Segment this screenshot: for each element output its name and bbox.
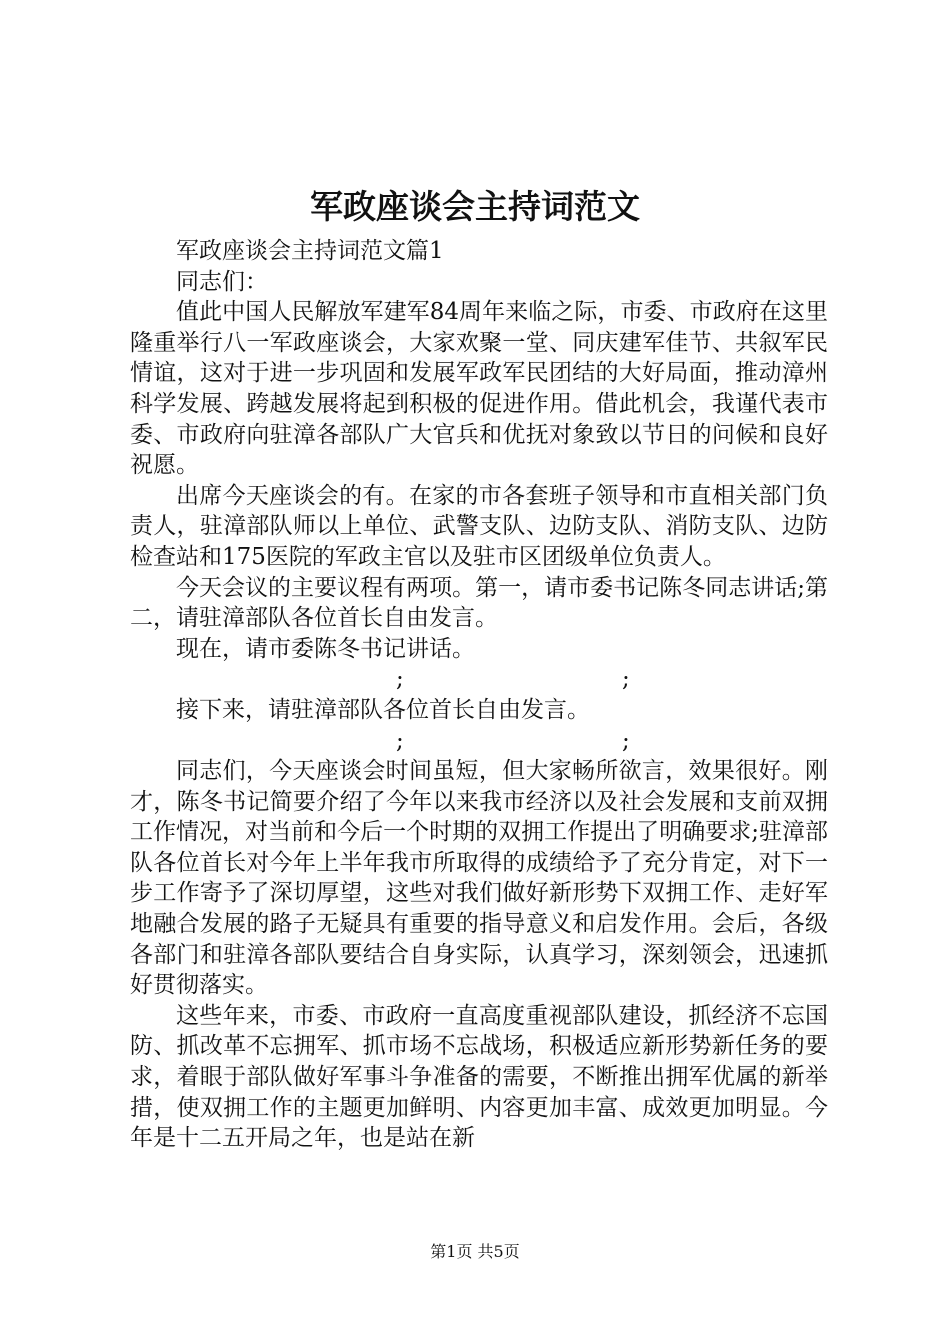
- paragraph-7: 这些年来，市委、市政府一直高度重视部队建设，抓经济不忘国防、抓改革不忘拥军、抓市场不忘战场，积极适应新形势新任务的要求，着眼于部队做好军事斗争准备的需要，不断推出拥军优属的新举措，使双拥工作的主题更加鲜明、内容更加丰富、成效更加明显。今年是十二五开局之年，也是站在新: [130, 1002, 828, 1152]
- paragraph-6: 同志们，今天座谈会时间虽短，但大家畅所欲言，效果很好。刚才，陈冬书记简要介绍了今年以来我市经济以及社会发展和支前双拥工作情况，对当前和今后一个时期的双拥工作提出了明确要求;驻漳部队各位首长对今年上半年我市所取得的成绩给予了充分肯定，对下一步工作寄予了深切厚望，这些对我们做好新形势下双拥工作、走好军地融合发展的路子无疑具有重要的指导意义和启发作用。会后，各级各部门和驻漳各部队要结合自身实际，认真学习，深刻领会，迅速抓好贯彻落实。: [130, 758, 828, 999]
- separator-mark: ;: [396, 727, 404, 754]
- paragraph-2: 出席今天座谈会的有。在家的市各套班子领导和市直相关部门负责人，驻漳部队师以上单位、武警支队、边防支队、消防支队、边防检查站和175医院的军政主官以及驻市区团级单位负责人。: [130, 482, 828, 570]
- section-heading: 军政座谈会主持词范文篇1: [176, 238, 444, 264]
- document-title: 军政座谈会主持词范文: [310, 187, 640, 226]
- separator-mark: ;: [396, 666, 404, 693]
- separator-line-1: [130, 664, 828, 695]
- separator-mark: ;: [622, 727, 630, 754]
- greeting: 同志们：: [176, 268, 268, 295]
- separator-mark: ;: [622, 666, 630, 693]
- paragraph-4: 现在，请市委陈冬书记讲话。: [176, 635, 475, 662]
- page-footer: 第1页 共5页: [430, 1242, 520, 1261]
- paragraph-1: 值此中国人民解放军建军84周年来临之际，市委、市政府在这里隆重举行八一军政座谈会，大家欢聚一堂、同庆建军佳节、共叙军民情谊，这对于进一步巩固和发展军政军民团结的大好局面，推动漳州科学发展、跨越发展将起到积极的促进作用。借此机会，我谨代表市委、市政府向驻漳各部队广大官兵和优抚对象致以节日的问候和良好祝愿。: [130, 299, 828, 479]
- paragraph-3: 今天会议的主要议程有两项。第一，请市委书记陈冬同志讲话;第二，请驻漳部队各位首长自由发言。: [130, 574, 828, 632]
- paragraph-5: 接下来，请驻漳部队各位首长自由发言。: [176, 696, 590, 723]
- separator-line-2: [130, 726, 828, 757]
- document-body: [130, 236, 828, 1154]
